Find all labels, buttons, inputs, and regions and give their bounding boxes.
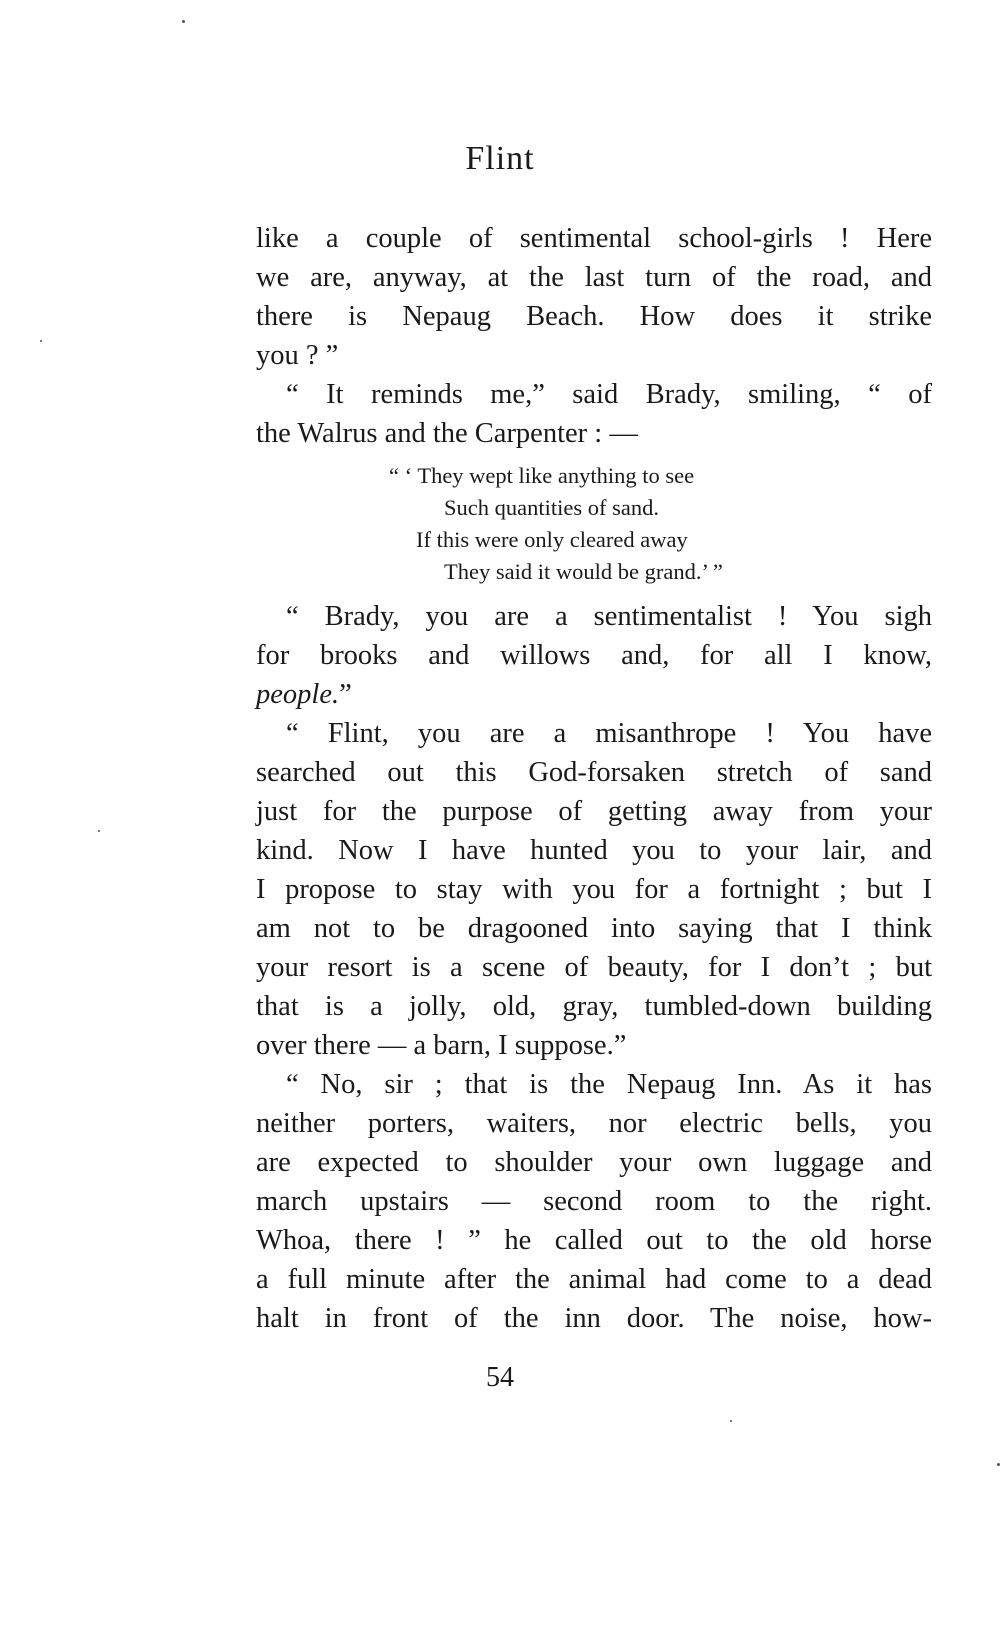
text-line: searched out this God-forsaken stretch of sand bbox=[256, 757, 932, 788]
text-line: “ It reminds me,” said Brady, smiling, “ of bbox=[286, 379, 932, 410]
text-line: neither porters, waiters, nor electric bells, you bbox=[256, 1108, 932, 1139]
page-number: 54 bbox=[486, 1362, 514, 1393]
body-text bbox=[256, 219, 932, 1338]
text-line: you ? ” bbox=[256, 340, 339, 371]
poem-line: They said it would be grand.’ ” bbox=[444, 559, 723, 584]
text-line: halt in front of the inn door. The noise, how- bbox=[256, 1303, 932, 1334]
text-line: like a couple of sentimental school-girls ! Here bbox=[256, 223, 932, 254]
text-line: your resort is a scene of beauty, for I don’t ; but bbox=[256, 952, 932, 983]
paragraph-3 bbox=[256, 597, 932, 714]
text-line: for brooks and willows and, for all I know, bbox=[256, 640, 932, 671]
scan-speck bbox=[730, 1420, 732, 1422]
paragraph-1 bbox=[256, 219, 932, 375]
text-line: there is Nepaug Beach. How does it strike bbox=[256, 301, 932, 332]
running-head: Flint bbox=[465, 140, 535, 177]
text-line: kind. Now I have hunted you to your lair, and bbox=[256, 835, 932, 866]
poem-quotation bbox=[256, 460, 932, 588]
text-line: a full minute after the animal had come to a dead bbox=[256, 1264, 932, 1295]
text-line: I propose to stay with you for a fortnight ; but I bbox=[256, 874, 932, 905]
text-line: the Walrus and the Carpenter : — bbox=[256, 418, 638, 449]
text-line: am not to be dragooned into saying that I think bbox=[256, 913, 932, 944]
scan-speck bbox=[40, 340, 42, 342]
poem-line: “ ‘ They wept like anything to see bbox=[389, 463, 695, 488]
text-line: Whoa, there ! ” he called out to the old horse bbox=[256, 1225, 932, 1256]
scan-speck bbox=[182, 20, 185, 23]
text-line: over there — a barn, I suppose.” bbox=[256, 1030, 627, 1061]
italic-word: people. bbox=[256, 679, 340, 710]
paragraph-2 bbox=[256, 375, 932, 453]
text-line: we are, anyway, at the last turn of the road, and bbox=[256, 262, 932, 293]
poem-line: If this were only cleared away bbox=[416, 527, 688, 552]
text-line: are expected to shoulder your own luggage and bbox=[256, 1147, 932, 1178]
text-line: “ Flint, you are a misanthrope ! You have bbox=[286, 718, 932, 749]
text-line bbox=[256, 675, 932, 714]
paragraph-4 bbox=[256, 714, 932, 1065]
poem-line: Such quantities of sand. bbox=[444, 495, 659, 520]
scan-speck bbox=[98, 830, 100, 832]
text-line: “ No, sir ; that is the Nepaug Inn. As it has bbox=[286, 1069, 932, 1100]
text-line: march upstairs — second room to the right. bbox=[256, 1186, 932, 1217]
paragraph-5 bbox=[256, 1065, 932, 1338]
text-line: “ Brady, you are a sentimentalist ! You sigh bbox=[286, 601, 932, 632]
text-line: just for the purpose of getting away from your bbox=[256, 796, 932, 827]
text-line: that is a jolly, old, gray, tumbled-down building bbox=[256, 991, 932, 1022]
closing-quote: ” bbox=[339, 679, 352, 710]
